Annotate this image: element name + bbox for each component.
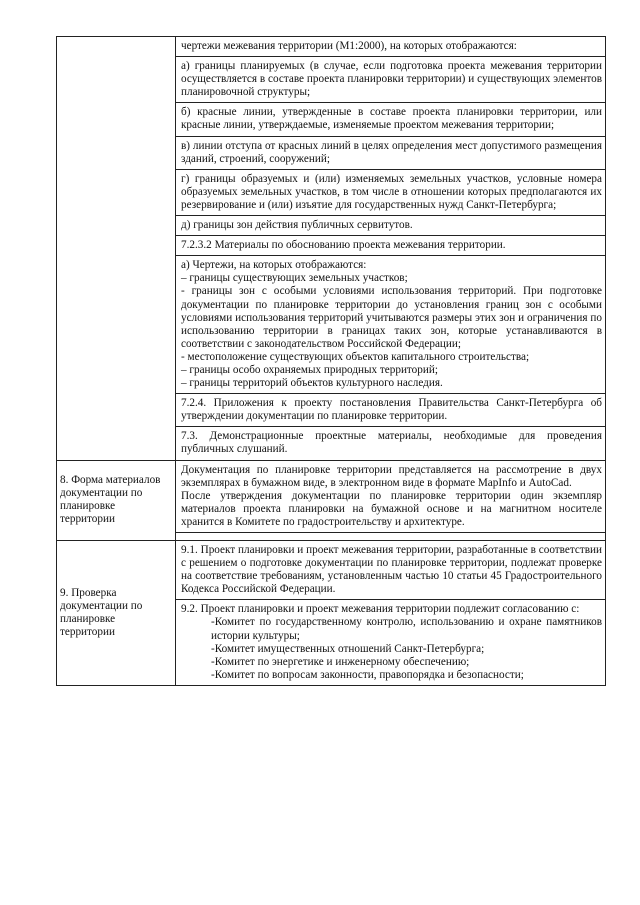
text-block — [176, 137, 605, 170]
paragraph: – границы существующих земельных участков; — [181, 272, 408, 285]
text-block — [176, 541, 605, 600]
row-content-cell — [176, 541, 606, 686]
text-block — [176, 256, 605, 394]
paragraph: д) границы зон действия публичных сервитутов. — [181, 219, 413, 232]
row-content-cell — [176, 460, 606, 540]
approval-item: -Комитет по государственному контролю, использованию и охране памятников истории культуры; — [211, 616, 602, 642]
paragraph: б) красные линии, утвержденные в составе проекта планировки территории, или красные линии, утверждаемые, изменяемые проектом межевания территории; — [181, 106, 602, 132]
paragraph: - местоположение существующих объектов капитального строительства; — [181, 350, 530, 363]
approval-item: -Комитет по вопросам законности, правопорядка и безопасности; — [211, 668, 524, 681]
text-block — [176, 57, 605, 103]
text-block — [176, 37, 605, 57]
spacer — [176, 533, 605, 540]
paragraph: 9.2. Проект планировки и проект межевания территории подлежит согласованию с: — [181, 603, 580, 616]
row-content-cell — [176, 37, 606, 461]
row-label: 9. Проверка документации по планировке территории — [60, 586, 143, 639]
text-block — [176, 170, 605, 216]
paragraph: а) Чертежи, на которых отображаются: — [181, 259, 367, 272]
paragraph: 7.3. Демонстрационные проектные материалы, необходимые для проведения публичных слушаний. — [181, 430, 602, 456]
text-block — [176, 600, 605, 685]
paragraph: г) границы образуемых и (или) изменяемых земельных участков, условные номера образуемых земельных участков, в том числе в отношении которых предполагаются их резервирование и (или) изъятие для государственных нужд Санкт-Петербурга; — [181, 172, 602, 211]
table-row — [57, 541, 606, 686]
paragraph: 7.2.4. Приложения к проекту постановления Правительства Санкт-Петербурга об утверждении документации по планировке территории. — [181, 397, 602, 423]
row-label-cell — [57, 37, 176, 461]
text-block — [176, 394, 605, 427]
text-block — [176, 103, 605, 136]
table-row — [57, 37, 606, 461]
text-block — [176, 427, 605, 459]
row-label-cell — [57, 541, 176, 686]
text-block — [176, 216, 605, 236]
text-block — [176, 461, 605, 533]
paragraph: – границы особо охраняемых природных территорий; — [181, 363, 438, 376]
approval-item: -Комитет имущественных отношений Санкт-Петербурга; — [211, 642, 485, 655]
paragraph: – границы территорий объектов культурного наследия. — [181, 377, 443, 390]
paragraph: в) линии отступа от красных линий в целях определения мест допустимого размещения зданий, строений, сооружений; — [181, 139, 602, 165]
text-block — [176, 236, 605, 256]
paragraph: - границы зон с особыми условиями использования территорий. При подготовке документации по планировке территории до установления границ зон с особыми условиями использования территорий учитываются размеры этих зон и ограничения по использованию территории в границах таких зон, которые устанавливаются в соответствии с законодательством Российской Федерации; — [181, 285, 602, 350]
row-label: 8. Форма материалов документации по планировке территории — [60, 474, 161, 526]
paragraph: После утверждения документации по планировке территории один экземпляр материалов проекта планировки на бумажной основе и на магнитном носителе хранится в Комитете по градостроительству и архитектуре. — [181, 489, 602, 528]
row-label-cell — [57, 460, 176, 540]
paragraph: чертежи межевания территории (М1:2000), на которых отображаются: — [181, 40, 517, 52]
requirements-table — [56, 36, 606, 686]
paragraph: 9.1. Проект планировки и проект межевания территории, разработанные в соответствии с решением о подготовке документации по планировке территории, подлежат проверке на соответствие требованиям, установленным частью 10 статьи 45 Градостроительного Кодекса Российской Федерации. — [181, 544, 602, 596]
paragraph: 7.2.3.2 Материалы по обоснованию проекта межевания территории. — [181, 239, 506, 252]
approval-item: -Комитет по энергетике и инженерному обеспечению; — [211, 655, 470, 668]
table-row — [57, 460, 606, 540]
paragraph: Документация по планировке территории представляется на рассмотрение в двух экземплярах в бумажном виде, в электронном виде в формате MapInfo и AutoCad. — [181, 463, 602, 489]
paragraph: а) границы планируемых (в случае, если подготовка проекта межевания территории осуществляется в составе проекта планировки территории) и существующих элементов планировочной структуры; — [181, 60, 602, 99]
